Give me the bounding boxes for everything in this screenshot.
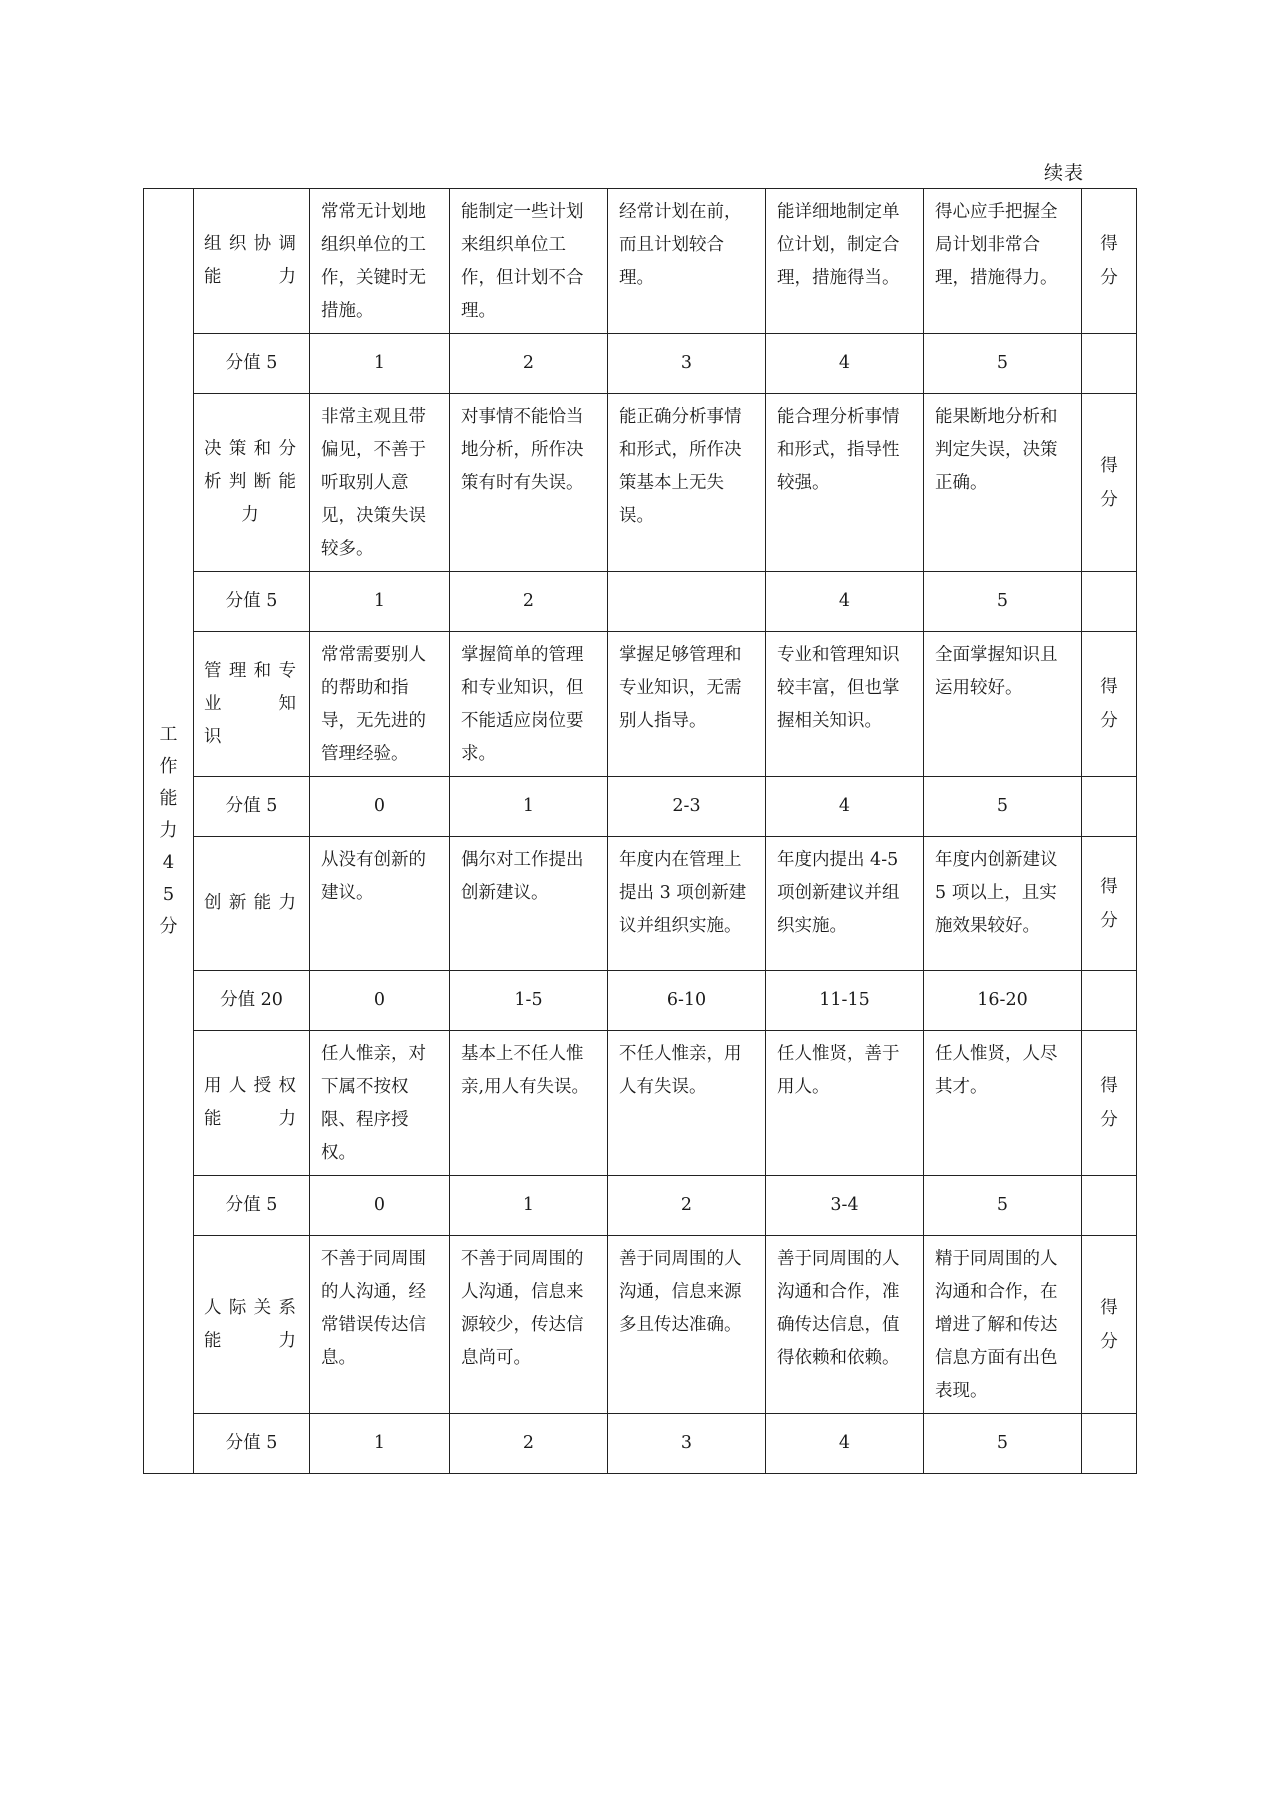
value-cell: 5 <box>924 334 1082 394</box>
value-cell: 2 <box>608 1176 766 1236</box>
level-description: 基本上不任人惟亲,用人有失误。 <box>450 1031 608 1176</box>
value-cell: 1 <box>310 334 450 394</box>
level-description: 对事情不能恰当地分析，所作决策有时有失误。 <box>450 394 608 572</box>
score-input-cell[interactable] <box>1082 572 1137 632</box>
score-label: 得分 <box>1100 677 1118 731</box>
level-description: 善于同周围的人沟通和合作，准确传达信息，值得依赖和依赖。 <box>766 1236 924 1414</box>
score-label: 得分 <box>1100 876 1118 931</box>
item-name-line: 业 知 识 <box>204 693 320 747</box>
score-label: 得分 <box>1100 1076 1118 1130</box>
value-row <box>144 777 1137 837</box>
item-name-cell <box>194 189 310 334</box>
item-name-line: 人际关系 <box>204 1297 299 1318</box>
value-label: 分值 5 <box>194 334 310 394</box>
score-label: 得分 <box>1100 1297 1118 1352</box>
criteria-row <box>144 837 1137 971</box>
level-description: 能合理分析事情和形式，指导性较强。 <box>766 394 924 572</box>
level-description: 能详细地制定单位计划，制定合理，措施得当。 <box>766 189 924 334</box>
score-cell[interactable] <box>1082 1031 1137 1176</box>
item-name-line: 管理和专 <box>204 660 299 681</box>
level-description: 掌握足够管理和专业知识，无需别人指导。 <box>608 632 766 777</box>
level-description: 精于同周围的人沟通和合作，在增进了解和传达信息方面有出色表现。 <box>924 1236 1082 1414</box>
value-label: 分值 5 <box>194 1414 310 1474</box>
value-cell: 0 <box>310 971 450 1031</box>
level-description: 经常计划在前，而且计划较合理。 <box>608 189 766 334</box>
level-description: 掌握简单的管理和专业知识，但不能适应岗位要求。 <box>450 632 608 777</box>
value-cell: 4 <box>766 777 924 837</box>
value-cell: 0 <box>310 1176 450 1236</box>
level-description: 非常主观且带偏见，不善于听取别人意见，决策失误较多。 <box>310 394 450 572</box>
value-cell: 1 <box>450 777 608 837</box>
level-description: 能果断地分析和判定失误，决策正确。 <box>924 394 1082 572</box>
value-cell: 2 <box>450 572 608 632</box>
value-cell: 3 <box>608 1414 766 1474</box>
value-cell: 0 <box>310 777 450 837</box>
value-cell: 2-3 <box>608 777 766 837</box>
value-cell: 11-15 <box>766 971 924 1031</box>
value-row <box>144 1176 1137 1236</box>
value-cell: 2 <box>450 334 608 394</box>
score-input-cell[interactable] <box>1082 1176 1137 1236</box>
item-name-line: 析判断能 <box>204 472 299 492</box>
level-description: 能制定一些计划来组织单位工作，但计划不合理。 <box>450 189 608 334</box>
level-description: 从没有创新的建议。 <box>310 837 450 971</box>
item-name-line: 能 力 <box>204 1330 299 1351</box>
continued-label: 续表 <box>1044 162 1085 184</box>
value-cell: 4 <box>766 1414 924 1474</box>
criteria-row <box>144 189 1137 334</box>
category-label: 工作能力45分 <box>159 723 178 937</box>
level-description: 年度内提出 4-5 项创新建议并组织实施。 <box>766 837 924 971</box>
level-description: 任人惟贤，人尽其才。 <box>924 1031 1082 1176</box>
level-description: 专业和管理知识较丰富，但也掌握相关知识。 <box>766 632 924 777</box>
value-cell: 4 <box>766 572 924 632</box>
score-label: 得分 <box>1100 234 1118 288</box>
level-description: 偶尔对工作提出创新建议。 <box>450 837 608 971</box>
level-description: 常常无计划地组织单位的工作，关键时无措施。 <box>310 189 450 334</box>
criteria-row <box>144 1236 1137 1414</box>
item-name-cell <box>194 1236 310 1414</box>
category-cell <box>144 189 194 1474</box>
level-description: 任人惟亲，对下属不按权限、程序授权。 <box>310 1031 450 1176</box>
value-cell: 1 <box>310 572 450 632</box>
level-description: 得心应手把握全局计划非常合理，措施得力。 <box>924 189 1082 334</box>
score-input-cell[interactable] <box>1082 1414 1137 1474</box>
criteria-row <box>144 394 1137 572</box>
value-cell: 3 <box>608 334 766 394</box>
level-description: 能正确分析事情和形式，所作决策基本上无失误。 <box>608 394 766 572</box>
value-label: 分值 5 <box>194 572 310 632</box>
value-cell: 2 <box>450 1414 608 1474</box>
value-cell: 5 <box>924 1414 1082 1474</box>
item-name-line: 创新能力 <box>204 893 299 913</box>
level-description: 全面掌握知识且运用较好。 <box>924 632 1082 777</box>
item-name-cell <box>194 632 320 777</box>
item-name-line: 用人授权 <box>204 1076 299 1096</box>
value-cell: 6-10 <box>608 971 766 1031</box>
item-name-line: 能 力 <box>204 1109 299 1129</box>
value-row <box>144 334 1137 394</box>
value-label: 分值 20 <box>194 971 310 1031</box>
score-cell[interactable] <box>1082 189 1137 334</box>
value-cell: 4 <box>766 334 924 394</box>
value-cell: 16-20 <box>924 971 1082 1031</box>
criteria-row <box>144 632 1137 777</box>
item-name-line: 力 <box>241 505 262 525</box>
value-cell: 5 <box>924 777 1082 837</box>
item-name-cell <box>194 837 310 971</box>
score-input-cell[interactable] <box>1082 334 1137 394</box>
value-row <box>144 1414 1137 1474</box>
value-cell: 3-4 <box>766 1176 924 1236</box>
score-label: 得分 <box>1100 455 1118 510</box>
value-cell: 1-5 <box>450 971 608 1031</box>
score-cell[interactable] <box>1082 1236 1137 1414</box>
item-name-cell <box>194 394 310 572</box>
evaluation-table <box>143 188 1137 1474</box>
level-description: 不善于同周围的人沟通，经常错误传达信息。 <box>310 1236 450 1414</box>
criteria-row <box>144 1031 1137 1176</box>
value-row <box>144 572 1137 632</box>
score-cell[interactable] <box>1082 837 1137 971</box>
score-input-cell[interactable] <box>1082 777 1137 837</box>
level-description: 年度内创新建议 5 项以上，且实施效果较好。 <box>924 837 1082 971</box>
item-name-cell <box>194 1031 310 1176</box>
item-name-line: 能 力 <box>204 267 299 287</box>
level-description: 不善于同周围的人沟通，信息来源较少，传达信息尚可。 <box>450 1236 608 1414</box>
level-description: 年度内在管理上提出 3 项创新建议并组织实施。 <box>608 837 766 971</box>
value-cell: 1 <box>310 1414 450 1474</box>
score-input-cell[interactable] <box>1082 971 1137 1031</box>
level-description: 善于同周围的人沟通，信息来源多且传达准确。 <box>608 1236 766 1414</box>
value-label: 分值 5 <box>194 1176 310 1236</box>
value-cell: 1 <box>450 1176 608 1236</box>
level-description: 任人惟贤，善于用人。 <box>766 1031 924 1176</box>
value-cell: 5 <box>924 572 1082 632</box>
item-name-line: 组织协调 <box>204 234 299 254</box>
level-description: 常常需要别人的帮助和指导，无先进的管理经验。 <box>310 632 450 777</box>
value-row <box>144 971 1137 1031</box>
value-cell <box>608 572 766 632</box>
item-name-line: 决策和分 <box>204 439 299 459</box>
level-description: 不任人惟亲，用人有失误。 <box>608 1031 766 1176</box>
value-cell: 5 <box>924 1176 1082 1236</box>
value-label: 分值 5 <box>194 777 310 837</box>
score-cell[interactable] <box>1082 632 1137 777</box>
score-cell[interactable] <box>1082 394 1137 572</box>
